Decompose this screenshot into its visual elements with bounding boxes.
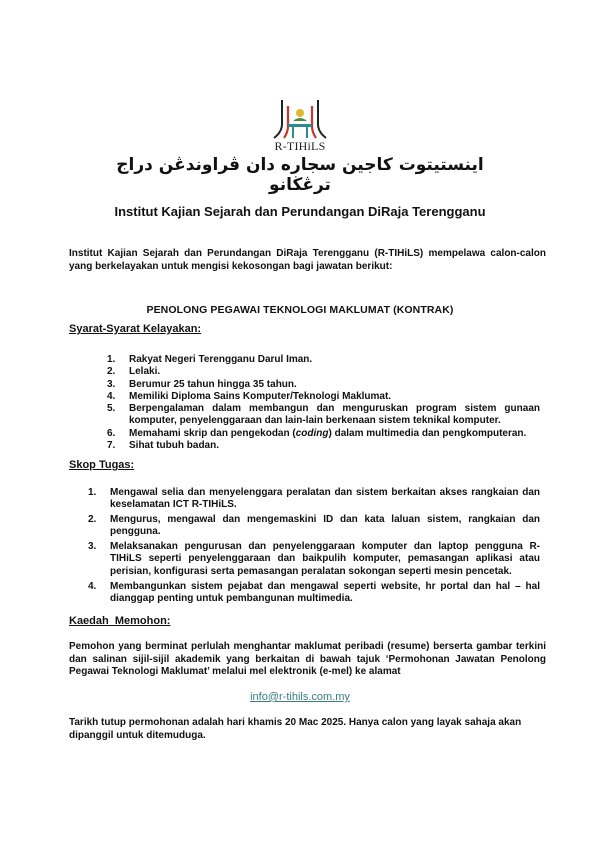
- item-number: 2.: [107, 366, 116, 378]
- logo-text: R-TIHiLS: [274, 139, 326, 153]
- list-item: [88, 514, 540, 539]
- eligibility-heading: Syarat-Syarat Kelayakan:: [69, 323, 202, 335]
- list-item: [107, 391, 540, 403]
- item-text: Berpengalaman dalam membangun dan menguruskan program sistem gunaan komputer, penyelenggaraan dan lain-lain berkenaan sistem teknikal komputer.: [129, 403, 540, 427]
- position-title: PENOLONG PEGAWAI TEKNOLOGI MAKLUMAT (KONTRAK): [146, 304, 454, 316]
- list-item: [88, 581, 540, 606]
- application-paragraph: Pemohon yang berminat perlulah menghantar maklumat peribadi (resume) berserta gambar terkini dan salinan sijil-sijil akademik yang berkaitan di bawah tajuk ‘Permohonan Jawatan Penolong Pegawai Teknologi Maklumat’ melalui mel elektronik (e-mel) ke alamat: [69, 641, 546, 677]
- item-number: 6.: [107, 427, 116, 439]
- item-text: Memahami skrip dan pengekodan (: [129, 427, 296, 439]
- item-number: 7.: [107, 440, 116, 452]
- item-text: Mengurus, mengawal dan mengemaskini ID dan kata laluan sistem, rangkaian dan pengguna.: [110, 514, 540, 538]
- list-item: [107, 366, 540, 378]
- list-item: [107, 403, 540, 428]
- item-number: 4.: [88, 580, 97, 592]
- item-text: Berumur 25 tahun hingga 35 tahun.: [129, 378, 297, 390]
- eligibility-list: [107, 354, 540, 452]
- duties-heading: Skop Tugas:: [69, 459, 135, 471]
- item-number: 4.: [107, 390, 116, 402]
- r-tihils-logo: [268, 98, 332, 153]
- closing-paragraph: Tarikh tutup permohonan adalah hari khamis 20 Mac 2025. Hanya calon yang layak sahaja akan dipanggil untuk ditemuduga.: [69, 717, 522, 741]
- list-item: [107, 440, 540, 452]
- item-number: 1.: [107, 354, 116, 365]
- intro-paragraph: Institut Kajian Sejarah dan Perundangan DiRaja Terengganu (R-TIHiLS) mempelawa calon-calon yang berkelayakan untuk mengisi kekosongan bagi jawatan berikut:: [69, 248, 546, 272]
- duties-list: [88, 487, 540, 608]
- logo-emblem-icon: [268, 98, 332, 140]
- item-text: Mengawal selia dan menyelenggara peralatan dan sistem berkaitan akses rangkaian dan keselamatan ICT R-TIHiLS.: [110, 487, 540, 511]
- item-number: 3.: [88, 541, 97, 553]
- application-heading: Kaedah Memohon:: [69, 615, 171, 627]
- item-text: Membangunkan sistem pejabat dan mengawal seperti website, hr portal dan hal – hal dianggap penting untuk pembangunan multimedia.: [110, 580, 540, 604]
- email-link[interactable]: info@r-tihils.com.my: [250, 691, 350, 703]
- list-item: [107, 379, 540, 391]
- list-item: [88, 541, 540, 578]
- item-text: Lelaki.: [129, 366, 161, 378]
- item-number: 3.: [107, 378, 116, 390]
- organization-title: Institut Kajian Sejarah dan Perundangan DiRaja Terengganu: [114, 204, 486, 219]
- item-number: 5.: [107, 403, 116, 415]
- list-item: [107, 354, 540, 366]
- item-text: Rakyat Negeri Terengganu Darul Iman.: [129, 354, 313, 365]
- item-text: Melaksanakan pengurusan dan penyelenggaraan komputer dan laptop pengguna R-TIHiLS seperti penyelenggaraan dan baikpulih komputer, pemasangan aplikasi atau perisian, konfigurasi serta pemasangan peralatan sokongan seperti mesin pencetak.: [110, 541, 540, 577]
- item-number: 1.: [88, 487, 97, 498]
- item-text: Memiliki Diploma Sains Komputer/Teknologi Maklumat.: [129, 390, 392, 402]
- item-text: Sihat tubuh badan.: [129, 440, 219, 452]
- item-text: ) dalam multimedia dan pengkomputeran.: [328, 427, 527, 439]
- list-item: [88, 487, 540, 512]
- jawi-title: اينستيتوت كاجين سجاره دان ڤراوندڠن دراج ترڠڬانو: [116, 155, 484, 195]
- list-item: [107, 428, 540, 440]
- item-number: 2.: [88, 514, 97, 526]
- item-text-italic: coding: [295, 427, 329, 439]
